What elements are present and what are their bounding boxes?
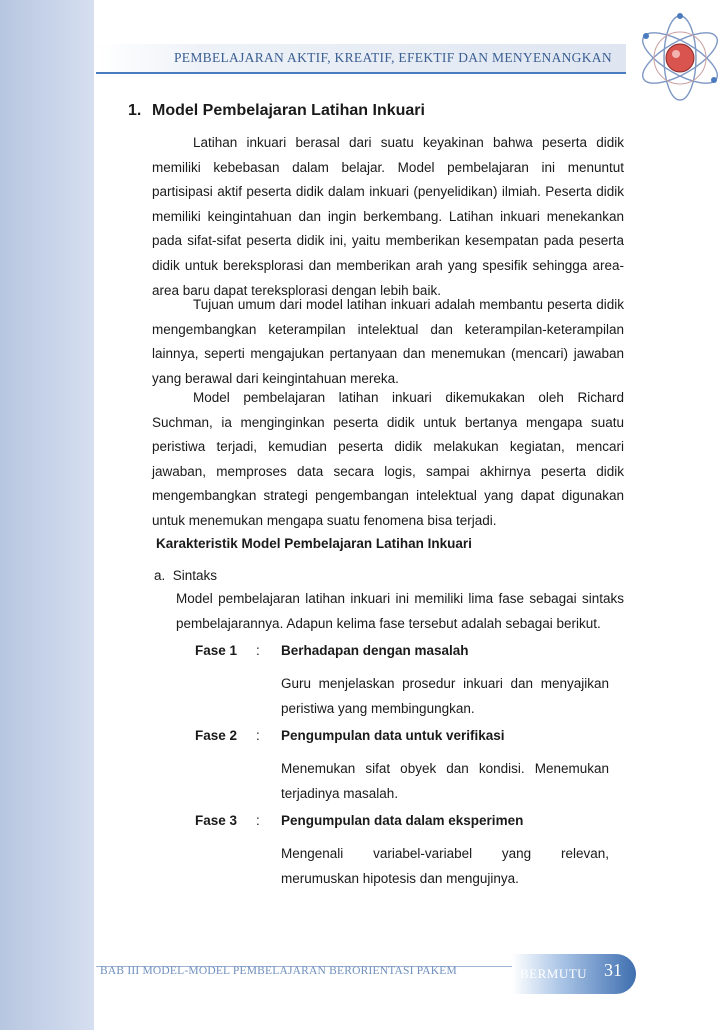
section-title: Model Pembelajaran Latihan Inkuari [152, 102, 425, 119]
phase-label: Fase 1 [195, 643, 238, 658]
subsection-a-label: a. Sintaks [154, 568, 218, 583]
side-decorative-band [0, 0, 94, 1030]
atom-logo-icon [626, 0, 726, 120]
subsection-a-text: Model pembelajaran latihan inkuari ini memiliki lima fase sebagai sintaks pembelajarannya. Adapun kelima fase tersebut adalah sebagai berikut. [176, 591, 624, 631]
phase-description: Mengenali variabel-variabel yang relevan, merumuskan hipotesis dan mengujinya. [281, 846, 609, 886]
phase-colon: : [256, 813, 260, 828]
section-number: 1. [128, 102, 142, 119]
paragraph-1: Latihan inkuari berasal dari suatu keyakinan bahwa peserta didik memiliki kebebasan dalam belajar. Model pembelajaran ini menuntut partisipasi aktif peserta didik dalam inkuari (penyelidikan) ilmiah. Peserta didik memiliki keingintahuan dan ingin berkembang. Latihan inkuari menekankan pada sifat-sifat peserta didik ini, yaitu memberikan kesempatan pada peserta didik untuk bereksplorasi dan memberikan arah yang spesifik sehingga area-area baru dapat tereksplorasi dengan lebih baik. [152, 135, 624, 298]
paragraph-3: Model pembelajaran latihan inkuari dikemukakan oleh Richard Suchman, ia menginginkan peserta didik untuk bertanya mengapa suatu peristiwa terjadi, kemudian peserta didik melakukan kegiatan, mencari jawaban, memproses data secara logis, sampai akhirnya peserta didik mengembangkan strategi pengembangan intelektual yang dapat digunakan untuk menemukan mengapa suatu fenomena bisa terjadi. [152, 390, 624, 528]
phase-colon: : [256, 728, 260, 743]
phase-title: Pengumpulan data dalam eksperimen [281, 813, 524, 828]
phase-description: Menemukan sifat obyek dan kondisi. Menemukan terjadinya masalah. [281, 761, 609, 801]
phase-label: Fase 3 [195, 813, 238, 828]
phase-title: Berhadapan dengan masalah [281, 643, 469, 658]
paragraph-2: Tujuan umum dari model latihan inkuari adalah membantu peserta didik mengembangkan keterampilan intelektual dan keterampilan-keterampilan lainnya, seperti mengajukan pertanyaan dan menemukan (mencari) jawaban yang berawal dari keingintahuan mereka. [152, 297, 624, 386]
footer-chapter-title: BAB III MODEL-MODEL PEMBELAJARAN BERORIENTASI PAKEM [100, 965, 457, 977]
phase-title: Pengumpulan data untuk verifikasi [281, 728, 505, 743]
page-number: 31 [604, 960, 622, 980]
characteristics-heading: Karakteristik Model Pembelajaran Latihan Inkuari [156, 536, 472, 551]
phase-colon: : [256, 643, 260, 658]
phase-description: Guru menjelaskan prosedur inkuari dan menyajikan peristiwa yang membingungkan. [281, 676, 609, 716]
footer-brand: BERMUTU [520, 966, 588, 981]
running-header-title: PEMBELAJARAN AKTIF, KREATIF, EFEKTIF DAN MENYENANGKAN [174, 50, 612, 65]
phase-label: Fase 2 [195, 728, 238, 743]
